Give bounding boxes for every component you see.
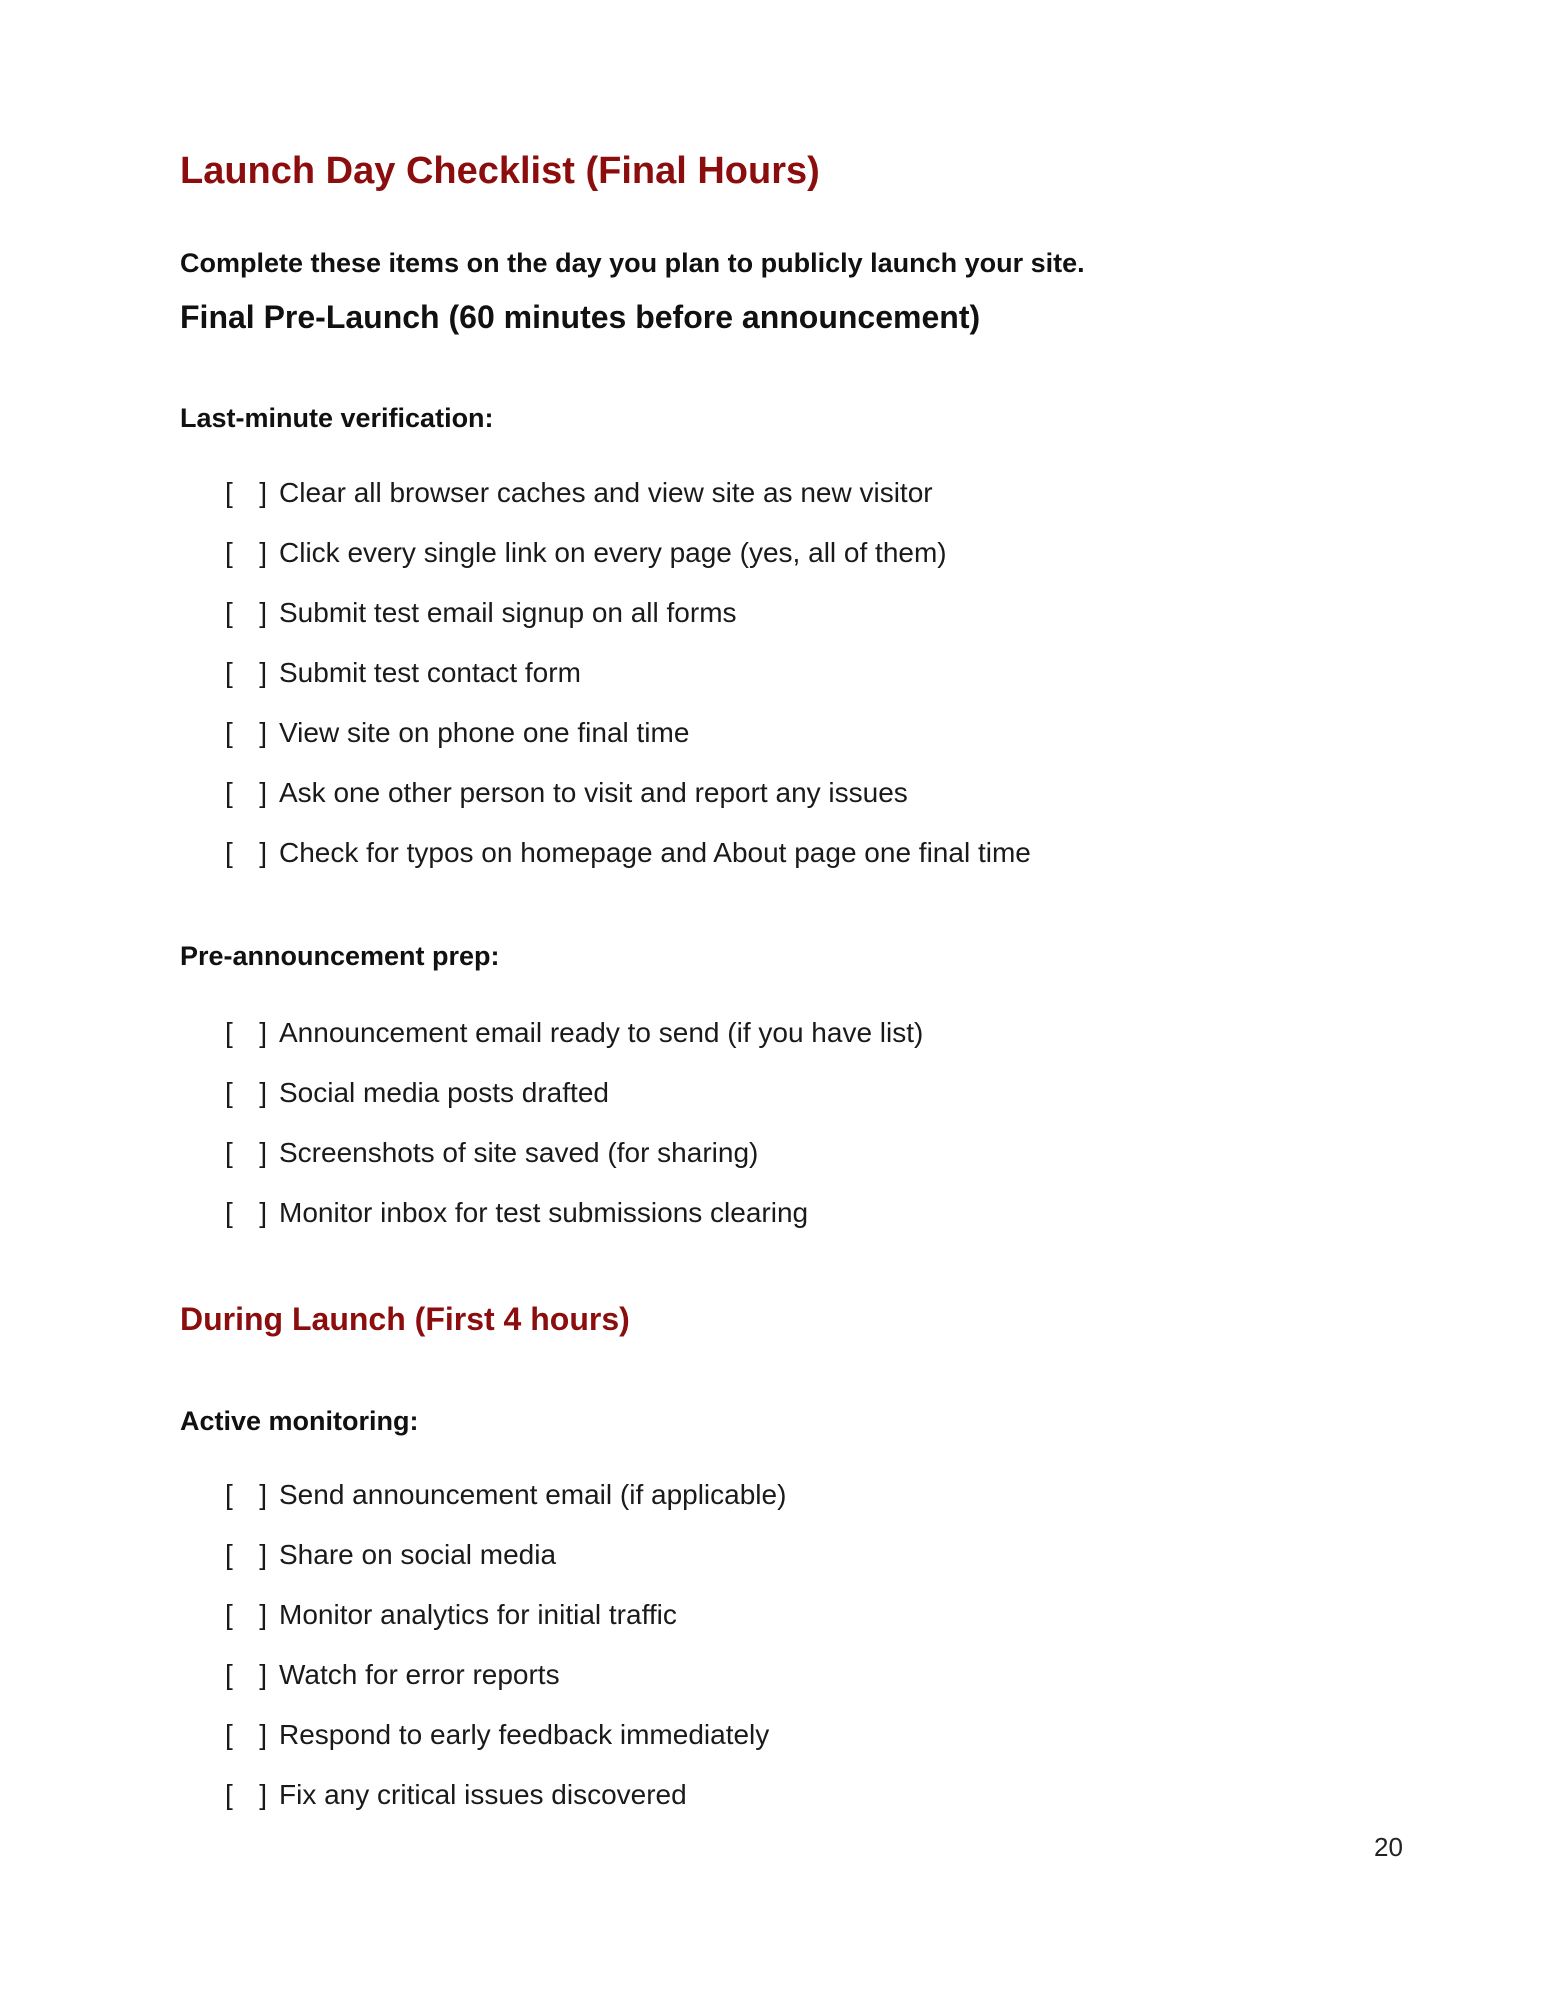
checklist-item[interactable]: [225, 823, 1031, 883]
checklist-pre-announcement-prep: [225, 1003, 923, 1243]
subheading-active-monitoring: Active monitoring:: [180, 1406, 419, 1436]
checklist-item-label: View site on phone one final time: [279, 717, 690, 748]
checklist-item-label: Screenshots of site saved (for sharing): [279, 1137, 759, 1168]
checkbox[interactable]: [ ]: [225, 1479, 267, 1510]
checklist-active-monitoring: [225, 1465, 786, 1825]
checkbox[interactable]: [ ]: [225, 477, 267, 508]
checklist-item[interactable]: [225, 1063, 923, 1123]
checklist-item[interactable]: [225, 1003, 923, 1063]
checklist-item-label: Fix any critical issues discovered: [279, 1779, 687, 1810]
checkbox[interactable]: [ ]: [225, 1017, 267, 1048]
checklist-item[interactable]: [225, 523, 1031, 583]
checkbox[interactable]: [ ]: [225, 1539, 267, 1570]
checklist-item[interactable]: [225, 1183, 923, 1243]
checklist-item-label: Submit test contact form: [279, 657, 581, 688]
checklist-item-label: Send announcement email (if applicable): [279, 1479, 787, 1510]
checkbox[interactable]: [ ]: [225, 537, 267, 568]
checklist-item[interactable]: [225, 1765, 786, 1825]
page-number: 20: [1374, 1832, 1403, 1862]
checkbox[interactable]: [ ]: [225, 1599, 267, 1630]
checklist-item[interactable]: [225, 1123, 923, 1183]
intro-text: Complete these items on the day you plan to publicly launch your site.: [180, 248, 1085, 278]
subheading-pre-announcement-prep: Pre-announcement prep:: [180, 941, 500, 971]
checkbox[interactable]: [ ]: [225, 1197, 267, 1228]
checklist-item[interactable]: [225, 1525, 786, 1585]
checkbox[interactable]: [ ]: [225, 1779, 267, 1810]
checkbox[interactable]: [ ]: [225, 717, 267, 748]
subheading-last-minute-verification: Last-minute verification:: [180, 403, 494, 433]
checklist-item-label: Submit test email signup on all forms: [279, 597, 737, 628]
checkbox[interactable]: [ ]: [225, 1137, 267, 1168]
section-heading-during-launch: During Launch (First 4 hours): [180, 1301, 630, 1337]
checklist-item-label: Watch for error reports: [279, 1659, 560, 1690]
checklist-item[interactable]: [225, 763, 1031, 823]
checklist-item-label: Monitor inbox for test submissions clearing: [279, 1197, 809, 1228]
checklist-item-label: Check for typos on homepage and About page one final time: [279, 837, 1031, 868]
checklist-item[interactable]: [225, 583, 1031, 643]
page-title: Launch Day Checklist (Final Hours): [180, 150, 820, 192]
section-heading-final-pre-launch: Final Pre-Launch (60 minutes before announcement): [180, 299, 981, 335]
checklist-item-label: Ask one other person to visit and report any issues: [279, 777, 908, 808]
checkbox[interactable]: [ ]: [225, 657, 267, 688]
checklist-item-label: Respond to early feedback immediately: [279, 1719, 770, 1750]
checklist-last-minute-verification: [225, 463, 1031, 883]
checklist-item[interactable]: [225, 463, 1031, 523]
checklist-item-label: Social media posts drafted: [279, 1077, 609, 1108]
checkbox[interactable]: [ ]: [225, 1659, 267, 1690]
checkbox[interactable]: [ ]: [225, 777, 267, 808]
checklist-item[interactable]: [225, 1465, 786, 1525]
checklist-item-label: Click every single link on every page (yes, all of them): [279, 537, 947, 568]
checklist-item-label: Share on social media: [279, 1539, 557, 1570]
checklist-item[interactable]: [225, 703, 1031, 763]
checklist-item-label: Announcement email ready to send (if you have list): [279, 1017, 924, 1048]
checklist-item[interactable]: [225, 1645, 786, 1705]
checklist-item-label: Clear all browser caches and view site as new visitor: [279, 477, 933, 508]
checkbox[interactable]: [ ]: [225, 1719, 267, 1750]
checklist-item[interactable]: [225, 643, 1031, 703]
checklist-item-label: Monitor analytics for initial traffic: [279, 1599, 677, 1630]
checkbox[interactable]: [ ]: [225, 597, 267, 628]
checkbox[interactable]: [ ]: [225, 837, 267, 868]
checklist-item[interactable]: [225, 1585, 786, 1645]
checkbox[interactable]: [ ]: [225, 1077, 267, 1108]
checklist-item[interactable]: [225, 1705, 786, 1765]
